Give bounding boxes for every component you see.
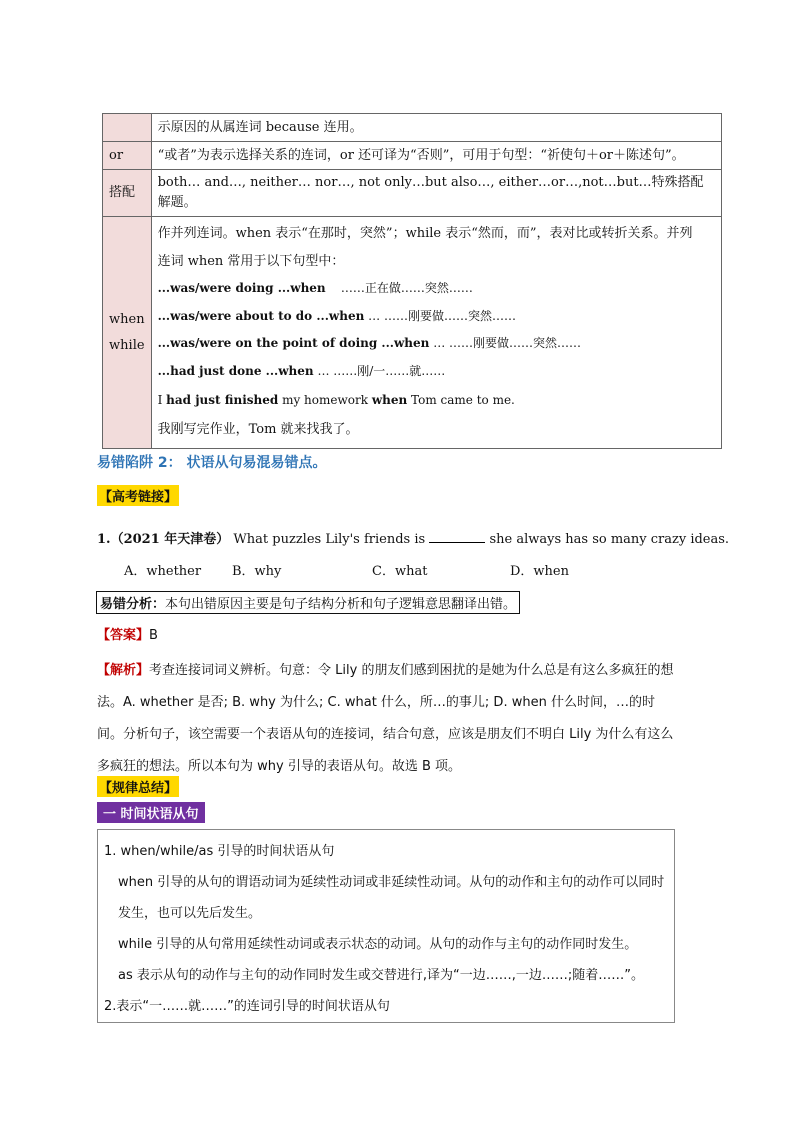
row-content: both… and…, neither… nor…, not only…but also…, either…or…,not…but…特殊搭配解题。 [151,170,721,217]
example-part: Tom came to me. [407,393,515,407]
pattern-en: ...had just done ...when [157,363,314,378]
analysis-label: 【解析】 [97,663,150,678]
grammar-table [102,113,722,449]
table-row [103,217,722,449]
option-d[interactable]: D．when [510,564,569,579]
rule-item: 2.表示“一……就……”的连词引导的时间状语从句 [104,999,390,1014]
pattern-cn: … ……刚要做……突然…… [368,308,516,323]
row-label [103,114,152,142]
rule-item: 1. when/while/as 引导的时间状语从句 [104,844,335,859]
mistake-label: 易错分析： [100,597,166,612]
options [124,560,569,579]
pattern-cn: … ……刚/一……就…… [317,363,446,378]
question-text: she always has so many crazy ideas. [485,532,730,547]
pattern-line [158,303,715,331]
label-while: while [109,337,145,353]
pattern-en: ...was/were doing ...when [157,281,326,295]
answer-blank [429,531,485,543]
rules-box [97,829,675,1023]
intro-line: 作并列连词。when 表示“在那时，突然”；while 表示“然而，而”，表对比或转折关系。并列 [157,226,693,241]
mistake-text: 本句出错原因主要是句子结构分析和句子逻辑意思翻译出错。 [165,597,517,612]
pattern-line [158,330,715,358]
exam-link-tag: 【高考链接】 [97,485,179,506]
question-text: What puzzles Lily's friends is [229,532,430,547]
rule-paragraph: while 引导的从句常用延续性动词或表示状态的动词。从句的动作与主句的动作同时发生。 [118,937,638,952]
table-row [103,170,722,217]
answer-value: B [149,628,158,643]
mistake-analysis [96,591,520,614]
intro-line: 连词 when 常用于以下句型中： [157,253,345,269]
row-content: “或者”为表示选择关系的连词，or 还可译为“否则”，可用于句型：“祈使句＋or＋陈述句”。 [151,142,721,170]
rule-paragraph: as 表示从句的动作与主句的动作同时发生或交替进行,译为“一边……,一边……;随着……”。 [118,968,644,983]
section-title: 易错陷阱 2： 状语从句易混易错点。 [97,455,327,471]
table-row [103,114,722,142]
pattern-line [158,358,715,386]
pattern-line [158,275,715,303]
row-content: 示原因的从属连词 because 连用。 [151,114,721,142]
analysis [97,655,677,783]
example-part: my homework [278,393,372,407]
rules-summary-tag: 【规律总结】 [97,776,179,797]
example-part: I [157,393,167,407]
rule-paragraph: when 引导的从句的谓语动词为延续性动词或非延续性动词。从句的动作和主句的动作可以同时发生，也可以先后发生。 [118,875,665,921]
example-sentence [158,385,715,415]
answer [97,624,158,643]
row-label [103,217,152,449]
answer-label: 【答案】 [97,628,150,643]
option-a[interactable]: A．whether [124,564,202,579]
label-when: when [109,311,145,327]
row-content [151,217,721,449]
pattern-en: ...was/were on the point of doing ...when [157,336,430,350]
analysis-text: 考查连接词词义辨析。句意：令 Lily 的朋友们感到困扰的是她为什么总是有这么多疯狂的想法。A. whether 是否; B. why 为什么; C. what 什么，所…的事儿; D. when 什么时间，…的时间。分析句子，该空需要一个表语从句的连接词，结合句意，应该是朋友们不明白 Lily 为什么有这么多疯狂的想法。所以本句为 why 引导的表语从句。故选 B 项。 [97,663,674,774]
option-b[interactable]: B．why [232,564,282,579]
question-number: 1. [97,532,111,547]
row-label: 搭配 [103,170,152,217]
example-bold: when [371,393,408,407]
table-row [103,142,722,170]
example-translation: 我刚写完作业，Tom 就来找我了。 [157,422,359,437]
row-label: or [103,142,152,170]
option-c[interactable]: C．what [372,564,428,579]
section-heading: 一 时间状语从句 [97,802,205,823]
question-source: （2021 年天津卷） [110,532,230,547]
pattern-cn: … ……刚要做……突然…… [433,336,582,350]
pattern-en: ...was/were about to do ...when [157,308,365,323]
question [97,528,729,547]
example-bold: had just finished [166,393,279,407]
pattern-cn: ……正在做……突然…… [340,281,473,295]
